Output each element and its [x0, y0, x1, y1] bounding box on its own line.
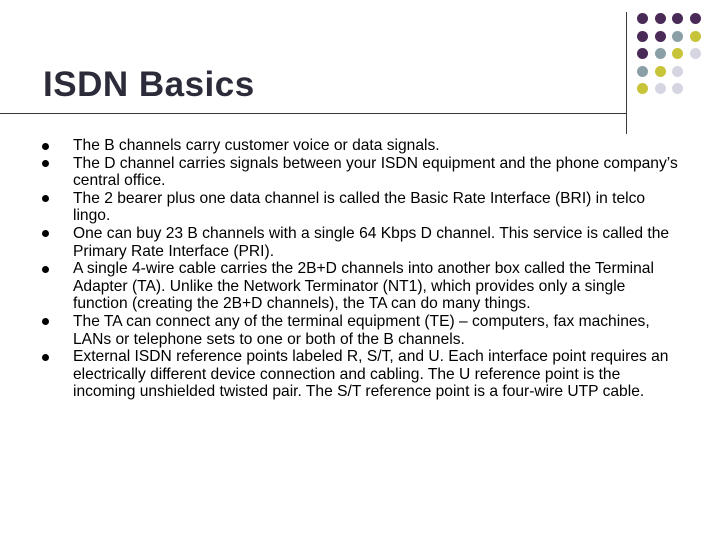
decorative-dot — [672, 13, 683, 24]
decorative-dot — [637, 31, 648, 42]
bullet-item — [40, 137, 680, 155]
bullet-dot-icon — [42, 318, 49, 325]
bullet-dot-icon — [42, 354, 49, 361]
bullet-text: The 2 bearer plus one data channel is called the Basic Rate Interface (BRI) in telco lingo. — [73, 189, 646, 225]
bullet-item — [40, 190, 680, 225]
decorative-dot — [672, 83, 683, 94]
decorative-dot — [655, 31, 666, 42]
bullet-dot-icon — [42, 195, 49, 202]
bullet-dot-icon — [42, 230, 49, 237]
slide-title: ISDN Basics — [43, 65, 255, 104]
decorative-dot — [637, 66, 648, 77]
decorative-dot — [637, 48, 648, 59]
bullet-item — [40, 225, 680, 260]
bullet-text: The TA can connect any of the terminal equipment (TE) – computers, fax machines, LANs or telephone sets to one or both of the B channels. — [73, 312, 650, 348]
bullet-text: The B channels carry customer voice or data signals. — [73, 137, 440, 154]
decorative-dot — [637, 13, 648, 24]
decorative-dot-grid — [637, 13, 713, 103]
bullet-text: One can buy 23 B channels with a single 64 Kbps D channel. This service is called the Primary Rate Interface (PRI). — [73, 224, 670, 260]
bullet-item — [40, 260, 680, 313]
decorative-dot — [672, 48, 683, 59]
decorative-dot — [655, 66, 666, 77]
decorative-dot — [655, 48, 666, 59]
decorative-dot — [655, 83, 666, 94]
decorative-dot — [690, 13, 701, 24]
bullet-dot-icon — [42, 160, 49, 167]
bullet-list — [40, 137, 680, 401]
bullet-dot-icon — [42, 266, 49, 273]
bullet-text: The D channel carries signals between your ISDN equipment and the phone company’s central office. — [73, 154, 678, 190]
bullet-item — [40, 313, 680, 348]
decorative-dot — [672, 31, 683, 42]
decorative-dot — [655, 13, 666, 24]
bullet-dot-icon — [42, 143, 49, 150]
vertical-divider — [626, 12, 627, 134]
decorative-dot — [690, 31, 701, 42]
bullet-item — [40, 155, 680, 190]
decorative-dot — [672, 66, 683, 77]
decorative-dot — [690, 48, 701, 59]
decorative-dot — [637, 83, 648, 94]
bullet-item — [40, 348, 680, 401]
bullet-text: External ISDN reference points labeled R, S/T, and U. Each interface point requires an electrically different device connection and cabling. The U reference point is the incoming unshielded twisted pair. The S/T reference point is a four-wire UTP cable. — [73, 348, 669, 401]
bullet-text: A single 4-wire cable carries the 2B+D channels into another box called the Terminal Adapter (TA). Unlike the Network Terminator (NT1), which provides only a single function (creating the 2B+D channels), the TA can do many things. — [73, 260, 654, 313]
title-divider — [0, 113, 627, 114]
